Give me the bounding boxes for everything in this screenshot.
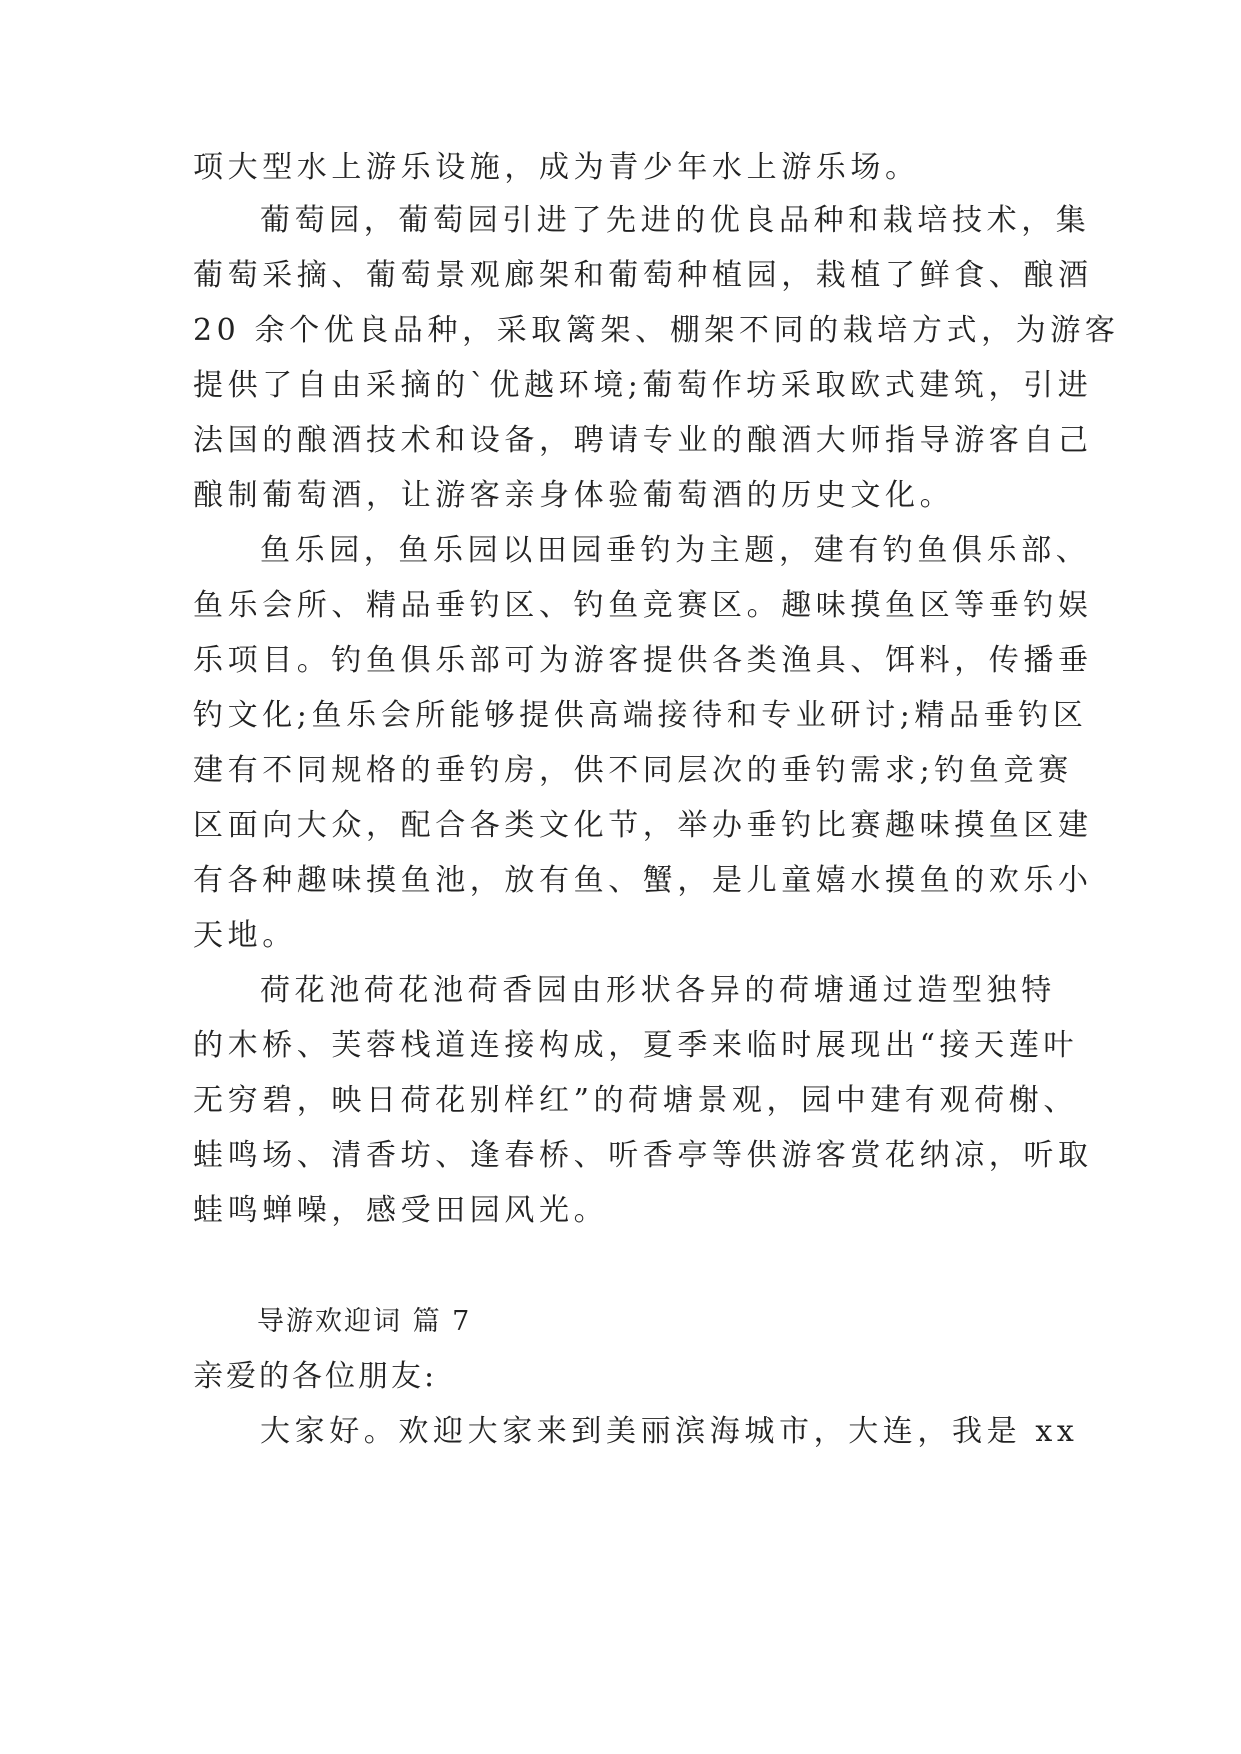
text-line: 蛙鸣蝉噪，感受田园风光。 xyxy=(193,1193,609,1228)
text-line: 鱼乐园，鱼乐园以田园垂钓为主题，建有钓鱼俱乐部、 xyxy=(260,533,1091,568)
text-line: 葡萄采摘、葡萄景观廊架和葡萄种植园，栽植了鲜食、酿酒 xyxy=(193,258,1093,293)
salutation: 亲爱的各位朋友: xyxy=(193,1359,438,1394)
text-line: 无穷碧，映日荷花别样红”的荷塘景观，园中建有观荷榭、 xyxy=(193,1083,1078,1118)
text-line: 提供了自由采摘的`优越环境;葡萄作坊采取欧式建筑，引进 xyxy=(193,368,1093,403)
text-line: 天地。 xyxy=(193,918,297,953)
text-line: 区面向大众，配合各类文化节，举办垂钓比赛趣味摸鱼区建 xyxy=(193,808,1093,843)
section-heading: 导游欢迎词 篇 7 xyxy=(257,1306,472,1337)
text-line: 钓文化;鱼乐会所能够提供高端接待和专业研讨;精品垂钓区 xyxy=(193,698,1088,733)
text-line: 荷花池荷花池荷香园由形状各异的荷塘通过造型独特 xyxy=(260,973,1056,1008)
text-line: 建有不同规格的垂钓房，供不同层次的垂钓需求;钓鱼竞赛 xyxy=(193,753,1073,788)
text-line: 大家好。欢迎大家来到美丽滨海城市，大连，我是 xx xyxy=(260,1414,1079,1449)
text-line: 蛙鸣场、清香坊、逢春桥、听香亭等供游客赏花纳凉，听取 xyxy=(193,1138,1093,1173)
text-line: 酿制葡萄酒，让游客亲身体验葡萄酒的历史文化。 xyxy=(193,478,955,513)
text-line: 法国的酿酒技术和设备，聘请专业的酿酒大师指导游客自己 xyxy=(193,423,1093,458)
text-line: 鱼乐会所、精品垂钓区、钓鱼竞赛区。趣味摸鱼区等垂钓娱 xyxy=(193,588,1093,623)
text-line: 项大型水上游乐设施，成为青少年水上游乐场。 xyxy=(193,150,920,185)
text-line: 乐项目。钓鱼俱乐部可为游客提供各类渔具、饵料，传播垂 xyxy=(193,643,1093,678)
text-line: 的木桥、芙蓉栈道连接构成，夏季来临时展现出“接天莲叶 xyxy=(193,1028,1078,1063)
text-line: 有各种趣味摸鱼池，放有鱼、蟹，是儿童嬉水摸鱼的欢乐小 xyxy=(193,863,1093,898)
text-line: 葡萄园，葡萄园引进了先进的优良品种和栽培技术，集 xyxy=(260,203,1091,238)
text-line: 20 余个优良品种，采取篱架、棚架不同的栽培方式，为游客 xyxy=(193,313,1120,348)
